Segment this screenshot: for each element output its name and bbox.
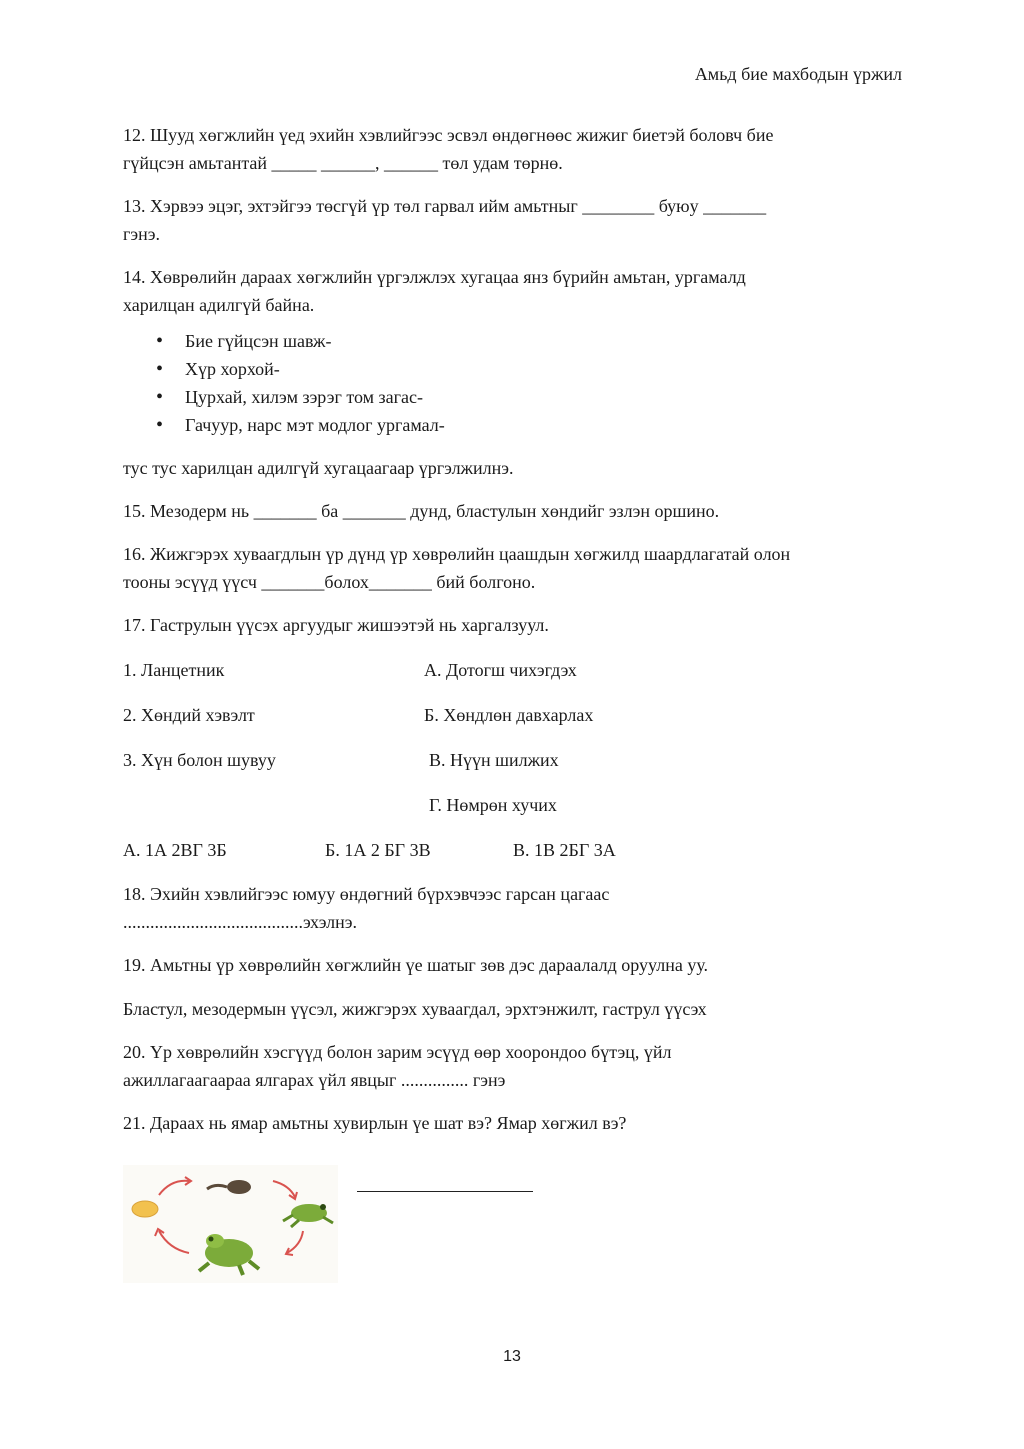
question-text: 20. Үр хөврөлийн хэсгүүд болон зарим эсүүд өөр хоорондоо бүтэц, үйл bbox=[123, 1042, 672, 1062]
frog-lifecycle-image bbox=[123, 1165, 338, 1283]
list-item: • Бие гүйцсэн шавж- bbox=[185, 327, 903, 355]
match-left: 2. Хөндий хэвэлт bbox=[123, 705, 255, 725]
question-text: 13. Хэрвээ эцэг, эхтэйгээ төсгүй үр төл гарвал ийм амьтныг ________ буюу _______ bbox=[123, 196, 767, 216]
match-row bbox=[123, 701, 903, 730]
question-14 bbox=[123, 263, 903, 319]
question-text: 14. Хөврөлийн дараах хөгжлийн үргэлжлэх хугацаа янз бүрийн амьтан, ургамалд bbox=[123, 267, 746, 287]
list-item: • Цурхай, хилэм зэрэг том загас- bbox=[185, 383, 903, 411]
match-row bbox=[123, 656, 903, 685]
match-row bbox=[123, 791, 903, 820]
frog-lifecycle-figure bbox=[123, 1165, 903, 1295]
question-15: 15. Мезодерм нь _______ ба _______ дунд, бластулын хөндийг эзлэн оршино. bbox=[123, 501, 720, 521]
question-12 bbox=[123, 121, 903, 177]
answer-blank-line[interactable] bbox=[357, 1191, 533, 1192]
question-text: 18. Эхийн хэвлийгээс юмуу өндөгний бүрхэвчээс гарсан цагаас bbox=[123, 884, 610, 904]
match-row bbox=[123, 746, 903, 775]
match-left: 1. Ланцетник bbox=[123, 660, 225, 680]
match-right: В. Нүүн шилжих bbox=[429, 750, 559, 770]
answer-option-b: Б. 1А 2 БГ 3В bbox=[325, 840, 431, 860]
question-14-closing: тус тус харилцан адилгүй хугацаагаар үргэлжилнэ. bbox=[123, 458, 514, 478]
match-right: А. Дотогш чихэгдэх bbox=[424, 660, 577, 680]
question-19 bbox=[123, 951, 903, 1023]
bullet-list bbox=[123, 327, 903, 439]
match-right: Г. Нөмрөн хучих bbox=[429, 795, 557, 815]
page-number: 13 bbox=[503, 1348, 521, 1365]
answer-option-a: А. 1А 2ВГ 3Б bbox=[123, 840, 227, 860]
question-13 bbox=[123, 192, 903, 248]
question-text: ажиллагаагаараа ялгарах үйл явцыг ............... гэнэ bbox=[123, 1070, 506, 1090]
question-16 bbox=[123, 540, 903, 596]
frog-lifecycle-icon bbox=[123, 1165, 338, 1283]
question-text: 12. Шууд хөгжлийн үед эхийн хэвлийгээс эсвэл өндөгнөөс жижиг биетэй боловч бие bbox=[123, 125, 774, 145]
question-18 bbox=[123, 880, 903, 936]
match-right: Б. Хөндлөн давхарлах bbox=[424, 705, 594, 725]
list-item: • Гачуур, нарс мэт модлог ургамал- bbox=[185, 411, 903, 439]
question-text: тооны эсүүд үүсч _______болох_______ бий болгоно. bbox=[123, 572, 536, 592]
question-text: 16. Жижгэрэх хуваагдлын үр дүнд үр хөврөлийн цаашдын хөгжилд шаардлагатай олон bbox=[123, 544, 791, 564]
list-item: • Хүр хорхой- bbox=[185, 355, 903, 383]
question-text: ........................................эхэлнэ. bbox=[123, 912, 358, 932]
question-text: Бластул, мезодермын үүсэл, жижгэрэх хуваагдал, эрхтэнжилт, гаструл үүсэх bbox=[123, 999, 707, 1019]
match-left: 3. Хүн болон шувуу bbox=[123, 750, 276, 770]
question-text: гэнэ. bbox=[123, 224, 160, 244]
answer-options bbox=[123, 836, 903, 865]
question-text: гүйцсэн амьтантай _____ ______, ______ төл удам төрнө. bbox=[123, 153, 563, 173]
answer-option-c: В. 1В 2БГ 3А bbox=[513, 840, 616, 860]
question-text: 19. Амьтны үр хөврөлийн хөгжлийн үе шатыг зөв дэс дараалалд оруулна уу. bbox=[123, 955, 709, 975]
question-21: 21. Дараах нь ямар амьтны хувирлын үе шат вэ? Ямар хөгжил вэ? bbox=[123, 1113, 627, 1133]
worksheet-content bbox=[123, 121, 903, 1295]
question-20 bbox=[123, 1038, 903, 1094]
question-text: харилцан адилгүй байна. bbox=[123, 295, 315, 315]
page-header: Амьд бие махбодын үржил bbox=[694, 64, 902, 84]
question-17: 17. Гаструлын үүсэх аргуудыг жишээтэй нь харгалзуул. bbox=[123, 615, 549, 635]
